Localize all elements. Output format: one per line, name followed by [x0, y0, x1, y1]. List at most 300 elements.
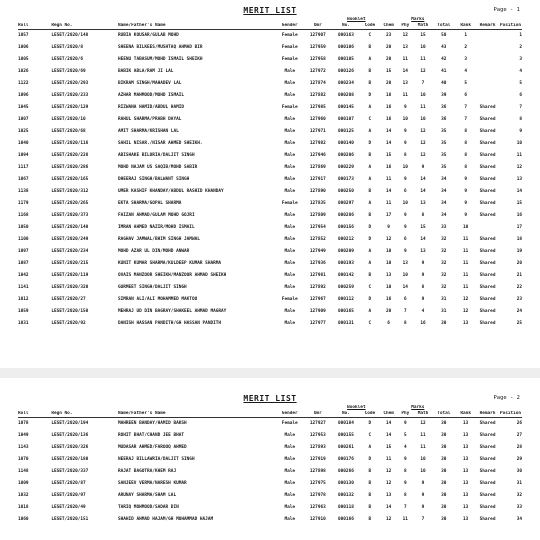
col-rank: Rank [455, 23, 476, 30]
merit-list-page-2 [0, 378, 540, 540]
col-total: Total [432, 23, 455, 30]
cell-regn: LESET/2020/69 [51, 69, 86, 74]
cell-booklet-code: A [368, 177, 372, 182]
cell-roll: 1070 [18, 457, 29, 462]
cell-math: 9 [421, 297, 425, 302]
cell-regn: LESET/2020/233 [51, 93, 89, 98]
cell-gender: Male [284, 177, 296, 182]
table-row [18, 306, 522, 318]
cell-booklet-code: D [368, 457, 372, 462]
cell-regn: LESET/2020/68 [51, 129, 86, 134]
cell-booklet-no: 000106 [338, 45, 354, 50]
cell-omr: 127874 [309, 81, 326, 86]
cell-phy: 11 [402, 57, 408, 62]
cell-total: 31 [441, 309, 447, 314]
cell-omr: 127958 [309, 57, 326, 62]
cell-math: 10 [420, 469, 426, 474]
cell-position: 14 [516, 189, 522, 194]
cell-name: HEENU TABASUM/MOHD ISMAIL SHEIKH [117, 57, 203, 62]
cell-phy: 9 [403, 421, 407, 426]
cell-total: 36 [441, 105, 447, 110]
cell-math: 11 [420, 57, 426, 62]
table-row [18, 78, 522, 90]
cell-total: 34 [441, 177, 447, 182]
cell-rank: 9 [464, 213, 468, 218]
cell-booklet-no: 000250 [338, 189, 354, 194]
cell-booklet-no: 000118 [338, 505, 354, 510]
cell-booklet-code: A [368, 165, 372, 170]
col-math: Math [414, 23, 433, 30]
cell-booklet-no: 000155 [338, 433, 354, 438]
cell-gender: Male [284, 237, 296, 242]
page-number: Page - 2 [493, 395, 520, 401]
table-row [18, 90, 522, 102]
cell-regn: LESET/2020/87 [51, 481, 86, 486]
cell-omr: 127977 [309, 321, 326, 326]
cell-remark [476, 54, 499, 66]
cell-roll: 1007 [18, 117, 29, 122]
table-row [18, 246, 522, 258]
cell-total: 30 [441, 505, 447, 510]
cell-total: 34 [441, 201, 447, 206]
cell-omr: 127898 [309, 469, 326, 474]
cell-math: 11 [420, 433, 426, 438]
merit-table-body [18, 30, 522, 331]
table-row [18, 114, 522, 126]
cell-math: 10 [420, 117, 426, 122]
cell-booklet-no: 000209 [338, 249, 354, 254]
cell-booklet-code: C [368, 33, 372, 38]
cell-phy: 10 [402, 201, 408, 206]
cell-regn: LESET/2020/8 [51, 45, 84, 50]
table-row [18, 430, 522, 442]
cell-gender: Male [284, 273, 296, 278]
cell-math: 12 [420, 421, 426, 426]
cell-rank: 9 [464, 177, 468, 182]
cell-rank: 13 [463, 321, 469, 326]
cell-omr: 127809 [309, 213, 326, 218]
cell-regn: LESET/2020/180 [51, 457, 89, 462]
cell-position: 18 [516, 237, 522, 242]
cell-position: 32 [516, 493, 522, 498]
cell-chem: 17 [385, 213, 392, 218]
cell-omr: 127893 [309, 445, 326, 450]
cell-chem: 10 [385, 249, 392, 254]
cell-chem: 13 [385, 493, 392, 498]
cell-booklet-code: C [368, 321, 372, 326]
cell-booklet-no: 000107 [338, 117, 354, 122]
page-gap [0, 368, 540, 378]
cell-roll: 1179 [18, 201, 29, 206]
cell-position: 29 [516, 457, 522, 462]
cell-booklet-code: D [368, 225, 372, 230]
cell-total: 35 [441, 153, 447, 158]
cell-math: 4 [421, 309, 425, 314]
cell-position: 15 [516, 201, 522, 206]
cell-name: SHEENA BILKEES/MUSHTAQ AHMAD BIR [117, 45, 203, 50]
cell-omr: 127982 [309, 141, 326, 146]
cell-name: MUDASAR AHMED/FAROOQ AHMED [117, 445, 187, 450]
cell-chem: 14 [385, 189, 392, 194]
cell-chem: 11 [385, 177, 392, 182]
page-title: MERIT LIST [243, 6, 297, 15]
table-row [18, 258, 522, 270]
cell-phy: 9 [403, 213, 407, 218]
cell-roll: 1009 [18, 481, 29, 486]
cell-rank: 13 [463, 517, 469, 522]
cell-regn: LESET/2020/148 [51, 33, 89, 38]
table-row [18, 466, 522, 478]
cell-remark [476, 222, 499, 234]
cell-chem: 16 [385, 297, 392, 302]
cell-chem: 10 [385, 261, 392, 266]
cell-phy: 13 [402, 261, 408, 266]
cell-omr: 127975 [309, 481, 326, 486]
cell-gender: Female [281, 105, 298, 110]
cell-total: 35 [441, 141, 447, 146]
cell-chem: 11 [385, 201, 392, 206]
cell-rank: 13 [463, 421, 469, 426]
cell-omr: 127954 [309, 225, 326, 230]
cell-booklet-code: B [368, 69, 372, 74]
cell-roll: 1168 [18, 213, 29, 218]
cell-booklet-no: 000206 [338, 153, 354, 158]
cell-math: 14 [420, 237, 426, 242]
cell-math: 9 [421, 261, 425, 266]
cell-total: 32 [441, 261, 447, 266]
cell-remark: Shared [479, 129, 496, 134]
cell-position: 25 [516, 321, 522, 326]
col-remark: Remark [476, 23, 499, 30]
cell-rank: 13 [463, 505, 469, 510]
table-row [18, 30, 522, 43]
cell-math: 12 [420, 141, 426, 146]
cell-booklet-no: 000163 [338, 33, 354, 38]
cell-math: 13 [420, 201, 426, 206]
table-row [18, 418, 522, 431]
cell-remark [476, 30, 499, 43]
cell-rank: 8 [464, 129, 468, 134]
cell-chem: 20 [385, 309, 392, 314]
cell-name: EKTA SHARMA/GOPAL SHARMA [117, 201, 182, 206]
cell-name: AZHAR MAHMOOD/MOHD ISMAIL [117, 93, 185, 98]
cell-math: 10 [420, 457, 426, 462]
cell-phy: 14 [402, 69, 408, 74]
col-gender: Gender [276, 23, 303, 30]
cell-regn: LESET/2020/136 [51, 433, 89, 438]
cell-gender: Male [284, 141, 296, 146]
col-chem: Chem [380, 23, 397, 30]
cell-regn: LESET/2020/265 [51, 201, 89, 206]
cell-position: 10 [516, 141, 522, 146]
col-booklet-no: No. [332, 411, 359, 418]
cell-chem: 18 [385, 93, 392, 98]
cell-booklet-no: 000130 [338, 481, 354, 486]
cell-roll: 1042 [18, 273, 29, 278]
cell-roll: 1031 [18, 321, 29, 326]
table-row [18, 490, 522, 502]
cell-remark: Shared [479, 321, 496, 326]
cell-omr: 127835 [309, 201, 326, 206]
cell-phy: 11 [402, 517, 408, 522]
cell-roll: 1094 [18, 153, 29, 158]
cell-total: 34 [441, 189, 447, 194]
cell-omr: 127882 [309, 93, 326, 98]
cell-regn: LESET/2020/129 [51, 105, 89, 110]
cell-math: 15 [420, 33, 426, 38]
cell-chem: 11 [385, 457, 392, 462]
cell-gender: Male [284, 189, 296, 194]
table-row [18, 42, 522, 54]
cell-total: 32 [441, 237, 447, 242]
cell-roll: 1096 [18, 93, 29, 98]
cell-name: OVAIS MANZOOR SHEIKH/MANZOOR AHMAD SHEIKH [117, 273, 227, 278]
cell-name: SHAHID AHMAD HAJAM/GH MOHAMMAD HAJAM [117, 517, 214, 522]
cell-booklet-code: D [368, 421, 372, 426]
cell-math: 12 [420, 69, 426, 74]
cell-omr: 127892 [309, 285, 326, 290]
cell-position: 26 [516, 421, 522, 426]
cell-booklet-code: A [368, 445, 372, 450]
cell-math: 9 [421, 481, 425, 486]
cell-regn: LESET/2020/150 [51, 309, 89, 314]
cell-gender: Male [284, 153, 296, 158]
cell-gender: Male [284, 129, 296, 134]
marks-group-header: Marks [411, 17, 425, 22]
cell-omr: 127981 [309, 273, 326, 278]
cell-math: 7 [421, 81, 425, 86]
col-omr: Omr [303, 411, 332, 418]
cell-regn: LESET/2020/6 [51, 57, 84, 62]
cell-booklet-code: A [368, 249, 372, 254]
cell-omr: 127890 [309, 189, 326, 194]
cell-booklet-no: 000212 [338, 237, 354, 242]
col-math: Math [414, 411, 433, 418]
cell-roll: 1143 [18, 445, 29, 450]
cell-name: DHEERAJ SINGH/BALWANT SINGH [117, 177, 190, 182]
cell-position: 30 [516, 469, 522, 474]
cell-chem: 16 [385, 117, 392, 122]
cell-booklet-code: A [368, 57, 372, 62]
cell-rank: 13 [463, 469, 469, 474]
col-name: Name/Father's Name [118, 411, 276, 418]
page-title: MERIT LIST [243, 394, 297, 403]
cell-name: MOHD NAJAM US SAQIB/MOHD SABIR [117, 165, 198, 170]
col-rank: Rank [455, 411, 476, 418]
merit-table [18, 17, 522, 330]
cell-total: 30 [441, 445, 447, 450]
cell-gender: Male [284, 285, 296, 290]
cell-chem: 15 [385, 445, 392, 450]
merit-table [18, 405, 522, 526]
cell-total: 30 [441, 517, 447, 522]
cell-remark: Shared [479, 309, 496, 314]
cell-remark [476, 78, 499, 90]
merit-table-body [18, 418, 522, 527]
table-row [18, 454, 522, 466]
cell-chem: 15 [385, 69, 392, 74]
cell-gender: Male [284, 261, 296, 266]
cell-booklet-no: 000229 [338, 165, 354, 170]
cell-rank: 11 [463, 249, 469, 254]
cell-gender: Male [284, 517, 296, 522]
cell-gender: Male [284, 505, 296, 510]
cell-booklet-code: C [368, 285, 372, 290]
cell-name: BIKRAM SINGH/MAHADEV LAL [117, 81, 182, 86]
cell-phy: 6 [403, 189, 407, 194]
cell-math: 11 [420, 445, 426, 450]
cell-remark: Shared [479, 433, 496, 438]
cell-phy: 10 [402, 165, 408, 170]
cell-gender: Male [284, 309, 296, 314]
cell-regn: LESET/2020/92 [51, 321, 86, 326]
table-row [18, 282, 522, 294]
cell-total: 30 [441, 481, 447, 486]
cell-booklet-no: 000297 [338, 201, 354, 206]
cell-position: 12 [516, 165, 522, 170]
cell-position: 27 [516, 433, 522, 438]
cell-position: 2 [519, 45, 522, 50]
cell-position: 4 [519, 69, 522, 74]
cell-roll: 1059 [18, 309, 29, 314]
cell-remark: Shared [479, 297, 496, 302]
cell-roll: 1078 [18, 421, 29, 426]
cell-booklet-code: B [368, 469, 372, 474]
cell-chem: 9 [387, 225, 390, 230]
cell-phy: 6 [403, 297, 407, 302]
cell-booklet-no: 000259 [338, 285, 354, 290]
cell-regn: LESET/2020/10 [51, 117, 86, 122]
cell-total: 42 [441, 57, 447, 62]
cell-omr: 127960 [309, 117, 326, 122]
cell-gender: Female [281, 201, 298, 206]
cell-position: 19 [516, 249, 522, 254]
cell-booklet-code: A [368, 129, 372, 134]
cell-chem: 12 [385, 469, 392, 474]
cell-remark [476, 90, 499, 102]
cell-remark: Shared [479, 237, 496, 242]
cell-booklet-code: D [368, 297, 372, 302]
cell-booklet-code: D [368, 93, 372, 98]
cell-position: 16 [516, 213, 522, 218]
cell-rank: 4 [464, 69, 468, 74]
cell-name: BABIK ABLA/RAM JI LAL [117, 69, 174, 74]
cell-total: 41 [441, 69, 447, 74]
cell-chem: 13 [385, 273, 392, 278]
cell-rank: 9 [464, 201, 468, 206]
cell-name: DANISH HASSAN PANDITH/GH HASSAN PANDITH [117, 321, 222, 326]
cell-total: 30 [441, 321, 447, 326]
cell-regn: LESET/2020/151 [51, 517, 89, 522]
col-remark: Remark [476, 411, 499, 418]
cell-math: 14 [420, 189, 426, 194]
cell-rank: 13 [463, 493, 469, 498]
col-omr: Omr [303, 23, 332, 30]
cell-omr: 127949 [309, 249, 326, 254]
cell-rank: 9 [464, 189, 468, 194]
cell-position: 7 [519, 105, 522, 110]
cell-chem: 16 [385, 105, 392, 110]
marks-group-header: Marks [411, 405, 425, 410]
cell-math: 8 [421, 213, 425, 218]
cell-name: RAHUL SHARMA/PRABH DAYAL [117, 117, 182, 122]
col-roll: Roll [18, 23, 51, 30]
cell-booklet-code: D [368, 141, 372, 146]
table-row [18, 234, 522, 246]
cell-booklet-no: 000208 [338, 93, 354, 98]
cell-rank: 11 [463, 261, 469, 266]
cell-rank: 13 [463, 445, 469, 450]
cell-gender: Female [281, 421, 298, 426]
cell-phy: 14 [402, 285, 408, 290]
cell-math: 8 [421, 285, 425, 290]
cell-gender: Male [284, 493, 296, 498]
cell-position: 33 [516, 505, 522, 510]
cell-booklet-code: B [368, 45, 372, 50]
booklet-group-header: Booklet [347, 17, 366, 22]
cell-regn: LESET/2020/27 [51, 297, 86, 302]
table-row [18, 138, 522, 150]
cell-booklet-code: A [368, 261, 372, 266]
cell-booklet-code: B [368, 153, 372, 158]
cell-phy: 8 [403, 469, 407, 474]
cell-total: 34 [441, 213, 447, 218]
cell-math: 10 [420, 93, 426, 98]
cell-name: UMER KASHIF KHANDAY/ABDUL RASHID KHANDAY [117, 189, 224, 194]
col-gender: Gender [276, 411, 303, 418]
cell-chem: 14 [385, 129, 392, 134]
cell-omr: 127946 [309, 153, 326, 158]
cell-booklet-no: 000156 [338, 225, 354, 230]
cell-rank: 10 [463, 225, 469, 230]
cell-gender: Male [284, 165, 296, 170]
cell-gender: Male [284, 117, 296, 122]
cell-roll: 1012 [18, 297, 29, 302]
cell-booklet-code: B [368, 505, 372, 510]
cell-remark: Shared [479, 177, 496, 182]
cell-rank: 11 [463, 273, 469, 278]
cell-chem: 14 [385, 141, 392, 146]
cell-name: FAIZAN AHMAD/GULAM MOHD GOJRI [117, 213, 195, 218]
col-chem: Chem [380, 411, 397, 418]
cell-position: 24 [516, 309, 522, 314]
table-row [18, 294, 522, 306]
cell-roll: 1018 [18, 505, 29, 510]
cell-omr: 127972 [309, 69, 326, 74]
cell-booklet-code: A [368, 201, 372, 206]
cell-roll: 1148 [18, 469, 29, 474]
cell-omr: 127971 [309, 129, 326, 134]
table-row [18, 198, 522, 210]
cell-name: GURMEET SINGH/DALJIT SINGH [117, 285, 187, 290]
cell-chem: 16 [385, 165, 392, 170]
cell-phy: 13 [402, 81, 408, 86]
cell-phy: 10 [402, 117, 408, 122]
cell-position: 34 [516, 517, 522, 522]
cell-regn: LESET/2020/215 [51, 261, 89, 266]
cell-gender: Female [281, 57, 298, 62]
cell-omr: 127919 [309, 457, 326, 462]
col-position: Position [499, 23, 522, 28]
cell-phy: 9 [403, 481, 407, 486]
table-row [18, 66, 522, 78]
cell-roll: 1045 [18, 105, 29, 110]
cell-omr: 127910 [309, 517, 326, 522]
cell-position: 28 [516, 445, 522, 450]
cell-rank: 6 [464, 93, 468, 98]
cell-gender: Female [281, 33, 298, 38]
cell-total: 35 [441, 129, 447, 134]
